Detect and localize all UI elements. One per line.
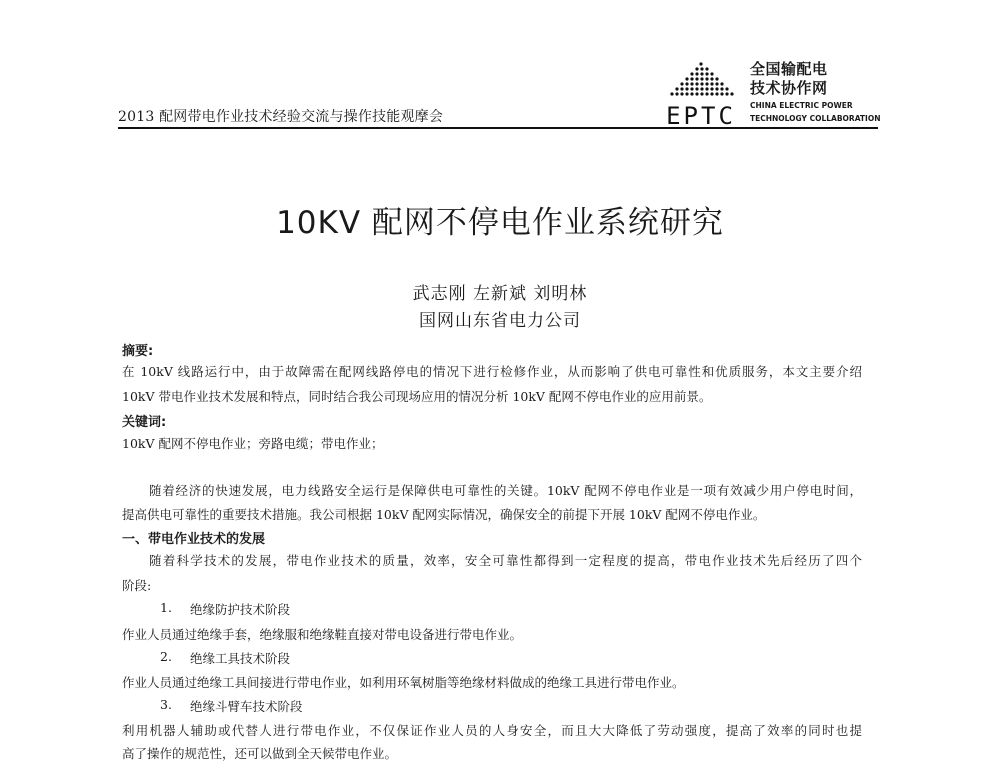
header-rule — [118, 127, 878, 129]
item-3-number: 3. — [160, 697, 172, 712]
org-name-en-1: CHINA ELECTRIC POWER — [750, 101, 853, 110]
abstract-line-1: 在 10kV 线路运行中，由于故障需在配网线路停电的情况下进行检修作业，从而影响了供电可靠性和优质服务，本文主要介绍 — [122, 364, 862, 379]
item-2-title: 绝缘工具技术阶段 — [190, 651, 291, 666]
section-1-para-line-2: 阶段: — [122, 578, 152, 593]
item-1-desc: 作业人员通过绝缘手套，绝缘服和绝缘鞋直接对带电设备进行带电作业。 — [122, 627, 523, 642]
item-1-number: 1. — [160, 600, 172, 615]
org-block — [750, 60, 881, 124]
conference-name: 2013 配网带电作业技术经验交流与操作技能观摩会 — [118, 109, 444, 125]
paper-title: 10KV 配网不停电作业系统研究 — [276, 205, 724, 241]
section-1-para-line-1: 随着科学技术的发展，带电作业技术的质量，效率，安全可靠性都得到一定程度的提高，带电作业技术先后经历了四个 — [149, 553, 862, 568]
keywords-label: 关键词: — [122, 415, 167, 430]
abstract-line-2: 10kV 带电作业技术发展和特点，同时结合我公司现场应用的情况分析 10kV 配网不停电作业的应用前景。 — [122, 389, 712, 404]
eptc-logo-icon — [655, 58, 747, 128]
org-name-en-2: TECHNOLOGY COLLABORATION — [750, 114, 881, 123]
logo-text: EPTC — [666, 102, 736, 128]
item-2-number: 2. — [160, 649, 172, 664]
org-name-cn-1: 全国输配电 — [750, 60, 828, 78]
item-3-title: 绝缘斗臂车技术阶段 — [190, 699, 303, 714]
intro-line-2: 提高供电可靠性的重要技术措施。我公司根据 10kV 配网实际情况，确保安全的前提下开展 10kV 配网不停电作业。 — [122, 507, 766, 522]
intro-line-1: 随着经济的快速发展，电力线路安全运行是保障供电可靠性的关键。10kV 配网不停电作业是一项有效减少用户停电时间， — [149, 483, 862, 498]
item-2-desc: 作业人员通过绝缘工具间接进行带电作业，如利用环氧树脂等绝缘材料做成的绝缘工具进行带电作业。 — [122, 675, 685, 690]
org-name-cn-2: 技术协作网 — [750, 79, 828, 97]
section-1-heading: 一、带电作业技术的发展 — [122, 532, 266, 547]
paper-affiliation: 国网山东省电力公司 — [419, 311, 581, 331]
abstract-label: 摘要: — [122, 344, 154, 359]
item-1-title: 绝缘防护技术阶段 — [190, 602, 291, 617]
item-3-desc-line-1: 利用机器人辅助或代替人进行带电作业，不仅保证作业人员的人身安全，而且大大降低了劳动强度，提高了效率的同时也提 — [122, 723, 862, 738]
paper-authors: 武志刚 左新斌 刘明林 — [412, 284, 588, 304]
item-3-desc-line-2: 高了操作的规范性，还可以做到全天候带电作业。 — [122, 746, 398, 761]
keywords-text: 10kV 配网不停电作业；旁路电缆；带电作业； — [122, 436, 384, 451]
